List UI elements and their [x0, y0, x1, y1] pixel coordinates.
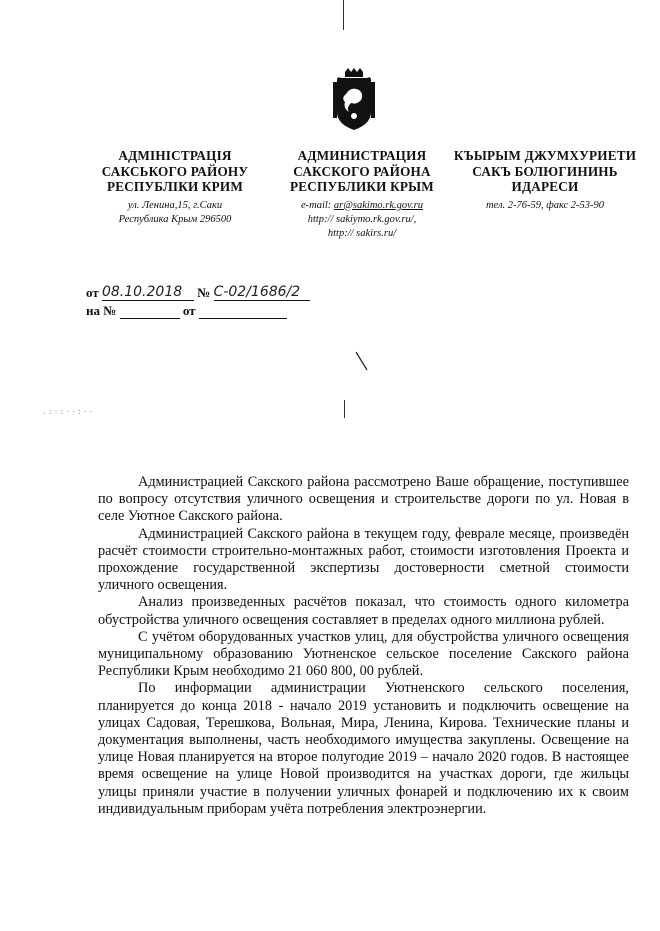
- ru-title-line: САКСКОГО РАЙОНА: [293, 163, 431, 179]
- cr-title-line: КЪЫРЫМ ДЖУМХУРИЕТИ: [453, 148, 637, 163]
- ua-title-line: РЕСПУБЛІКИ КРИМ: [106, 179, 244, 194]
- body-paragraph: Анализ произведенных расчётов показал, что стоимость одного километра обустройства уличного освещения составляет в пределах одного миллиона рублей.: [98, 594, 629, 628]
- scan-mark-mid: [344, 400, 345, 418]
- website-link-1[interactable]: http:// sakiymo.rk.gov.ru/,: [307, 213, 417, 225]
- email-label: e-mail:: [300, 199, 334, 211]
- ua-address-line: Республика Крым 296500: [118, 213, 232, 225]
- body-paragraph: Администрацией Сакского района рассмотрено Ваше обращение, поступившее по вопросу отсутствия уличного освещения и строительстве дороги по ул. Новая в селе Уютное Сакского района.: [98, 474, 629, 525]
- reply-from-label: от: [182, 303, 196, 318]
- body-paragraph: По информации администрации Уютненского сельского поселения, планируется до конца 2018 - начало 2019 установить и подключить освещение на улицах Садовая, Терешкова, Вольная, Мира, Ленина, Кирова. Технические планы и документация выполнены, часть необходимого имущества закуплены. Освещение на улице Новая планируется на второе полугодие 2019 – начало 2020 годов. В настоящее время освещение на улице Новой производится на участках дороги, где жильцы улицы приняли участие в получении уличных фонарей и подключению их к своим индивидуальным приборам учёта потребления электроэнергии.: [98, 680, 629, 817]
- ua-title-line: АДМІНІСТРАЦІЯ: [118, 148, 232, 163]
- ru-title-line: РЕСПУБЛИКИ КРЫМ: [290, 179, 434, 194]
- header-crimean-tatar: [440, 148, 650, 213]
- ru-email-line: [272, 199, 452, 213]
- registration-line: [86, 284, 310, 301]
- number-field: [214, 284, 310, 301]
- date-field: [102, 284, 194, 301]
- header-ukrainian: [80, 148, 270, 227]
- header-russian: [272, 148, 452, 241]
- reply-label: на №: [86, 303, 117, 318]
- body-paragraph: С учётом оборудованных участков улиц, для обустройства уличного освещения муниципальному образованию Уютненское сельское поселение Сакского района Республики Крым необходимо 21 060 800, 00 рублей.: [98, 628, 629, 680]
- reply-line: [86, 303, 287, 319]
- scan-noise: .:·:··:··: [42, 407, 95, 416]
- phone-fax: тел. 2-76-59, факс 2-53-90: [485, 199, 605, 211]
- letter-body: [98, 474, 629, 818]
- reply-number-field: [120, 304, 180, 319]
- ua-title-line: САКСЬКОГО РАЙОНУ: [101, 163, 249, 179]
- cr-title-line: САКЪ БОЛЮГИНИНЬ: [472, 163, 618, 179]
- body-paragraph: Администрацией Сакского района в текущем году, феврале месяце, произведён расчёт стоимости строительно-монтажных работ, стоимости изготовления Проекта и прохождение государственной экспертизы достоверности сметной стоимости уличного освещения.: [98, 525, 629, 594]
- handwritten-date: 08.10.2018: [101, 284, 183, 300]
- reply-date-field: [199, 304, 287, 319]
- ru-title-line: АДМИНИСТРАЦИЯ: [297, 148, 427, 163]
- from-label: от: [86, 285, 99, 300]
- crimea-coat-of-arms-icon: [331, 68, 377, 134]
- pen-stroke-mark: [354, 350, 370, 372]
- number-label: №: [197, 285, 211, 300]
- handwritten-number: С-02/1686/2: [213, 284, 301, 300]
- ua-address-line: ул. Ленина,15, г.Саки: [127, 199, 223, 211]
- scan-mark-top: [343, 0, 344, 30]
- email-link[interactable]: ar@sakimo.rk.gov.ru: [333, 199, 424, 211]
- website-link-2[interactable]: http:// sakirs.ru/: [327, 227, 397, 239]
- cr-title-line: ИДАРЕСИ: [511, 179, 579, 194]
